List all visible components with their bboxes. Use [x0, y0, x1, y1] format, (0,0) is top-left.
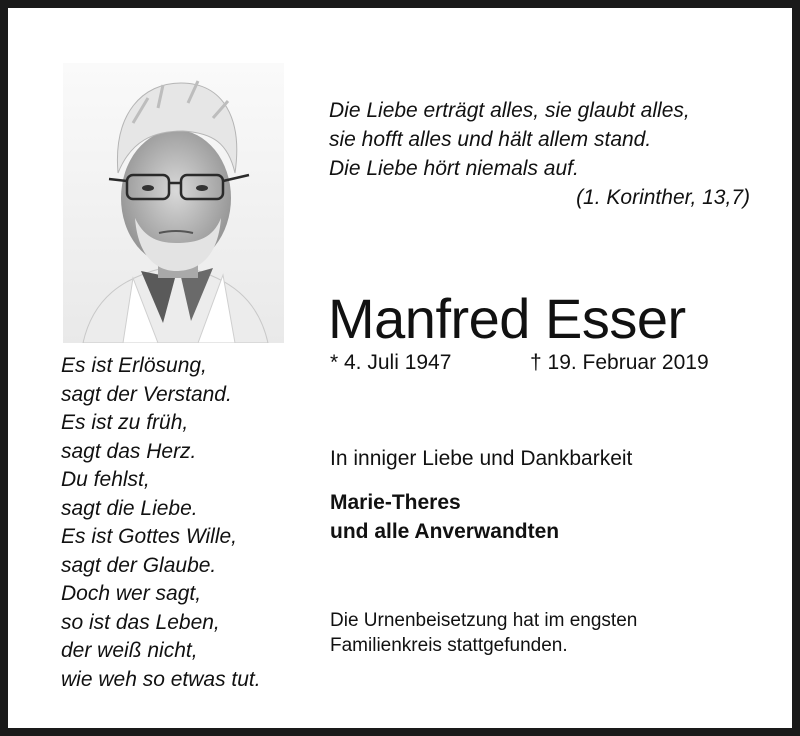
poem-line: so ist das Leben,	[61, 610, 220, 634]
deceased-name: Manfred Esser	[328, 287, 686, 350]
notice-line: Die Urnenbeisetzung hat im engsten	[330, 610, 638, 631]
poem-line: Es ist Erlösung,	[61, 354, 207, 377]
death-date: † 19. Februar 2019	[530, 351, 709, 374]
poem-line: Es ist zu früh,	[61, 411, 189, 434]
birth-date: * 4. Juli 1947	[330, 351, 452, 374]
notice-line: Familienkreis stattgefunden.	[330, 635, 568, 656]
quote-source: (1. Korinther, 13,7)	[576, 186, 750, 209]
poem-line: sagt die Liebe.	[61, 496, 198, 520]
mourner-name: und alle Anverwandten	[330, 520, 560, 543]
quote-line: Die Liebe hört niemals auf.	[329, 157, 579, 180]
poem-line: der weiß nicht,	[61, 639, 198, 662]
quote-line: Die Liebe erträgt alles, sie glaubt alles,	[329, 99, 690, 122]
portrait-image	[63, 63, 284, 343]
poem-line: Es ist Gottes Wille,	[61, 525, 238, 548]
poem-line: sagt der Verstand.	[61, 382, 232, 406]
poem-line: sagt der Glaube.	[61, 553, 217, 577]
mourners	[330, 488, 559, 546]
mourner-name: Marie-Theres	[330, 491, 461, 514]
dedication-text: In inniger Liebe und Dankbarkeit	[330, 447, 633, 470]
life-dates	[330, 348, 740, 378]
quote-line: sie hofft alles und hält allem stand.	[329, 128, 652, 151]
poem-line: Doch wer sagt,	[61, 582, 202, 605]
portrait-photo	[63, 63, 284, 343]
burial-notice	[330, 608, 637, 658]
poem-line: sagt das Herz.	[61, 439, 197, 463]
poem-line: Du fehlst,	[61, 468, 150, 491]
bible-quote	[329, 96, 759, 212]
poem-line: wie weh so etwas tut.	[61, 667, 261, 691]
poem	[61, 352, 301, 694]
